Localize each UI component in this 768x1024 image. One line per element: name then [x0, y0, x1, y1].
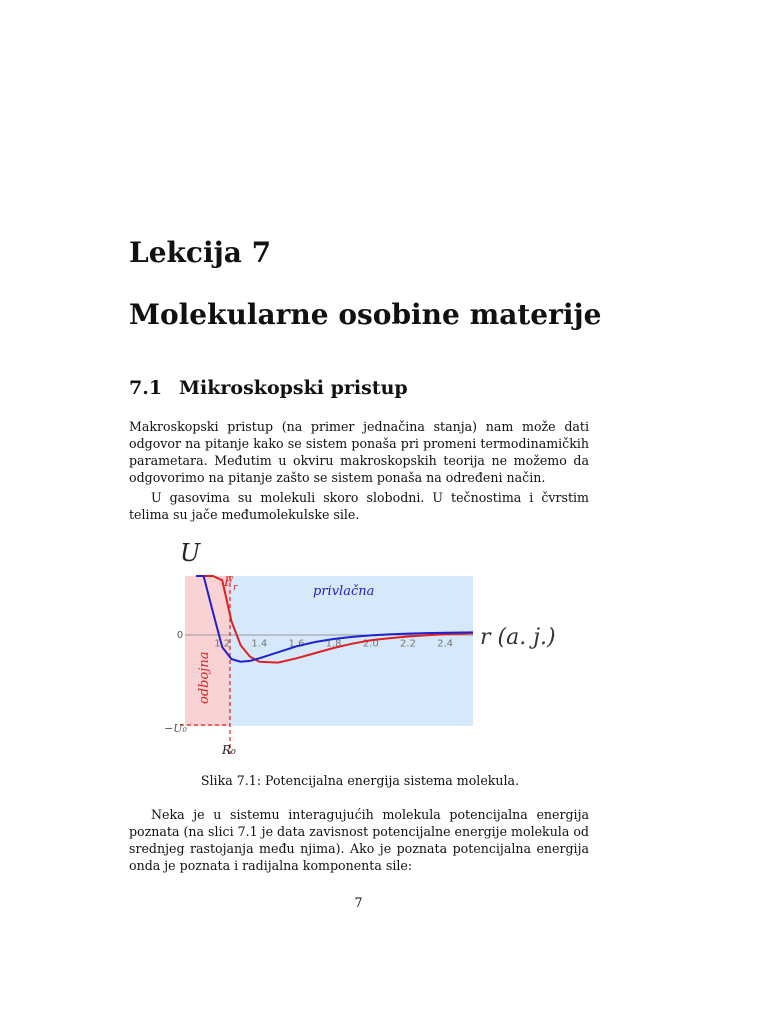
figure-caption: Slika 7.1: Potencijalna energija sistema molekula. — [200, 773, 520, 788]
lesson-title: Lekcija 7 — [129, 236, 272, 269]
force-label-main: F — [224, 575, 234, 590]
section-number: 7.1 — [129, 377, 163, 399]
x-tick-label: 2.2 — [400, 638, 416, 650]
minus-u0-label: −U₀ — [164, 722, 187, 735]
x-tick-label: 2.4 — [437, 638, 454, 650]
x-tick-label: 1.6 — [288, 638, 305, 650]
x-tick-label: 1.4 — [251, 638, 268, 650]
section-heading — [129, 377, 408, 399]
x-tick-label: 1.8 — [325, 638, 342, 650]
paragraph-1: Makroskopski pristup (na primer jednačina stanja) nam može dati odgovor na pitanje kako se sistem ponaša pri promeni termodinamičkih parametara. Međutim u okviru makroskopskih teorija ne možemo da odgovorimo na pitanje zašto se sistem ponaša na određeni način. — [129, 419, 589, 485]
force-label-subscript: r — [233, 583, 238, 593]
zero-label: 0 — [176, 630, 184, 641]
attractive-label: privlačna — [313, 584, 375, 599]
r0-label: R₀ — [222, 743, 236, 757]
x-tick-label: 2.0 — [362, 638, 379, 650]
chapter-title: Molekularne osobine materije — [129, 298, 602, 331]
y-axis-label: U — [180, 539, 201, 567]
paragraph-2: U gasovima su molekuli skoro slobodni. U tečnostima i čvrstim telima su jače međumolekulske sile. — [129, 490, 589, 522]
x-axis-label: r (a. j.) — [480, 625, 556, 650]
page-number: 7 — [354, 895, 363, 910]
paragraph-3: Neka je u sistemu interagujućih molekula potencijalna energija poznata (na slici 7.1 je data zavisnost potencijalne energije molekula od srednjeg rastojanja među njima). Ako je poznata potencijalna energija onda je poznata i radijalna komponenta sile: — [129, 807, 589, 873]
x-tick-label: 1.2 — [214, 638, 231, 650]
repulsive-label: odbojna — [197, 651, 212, 704]
section-title: Mikroskopski pristup — [179, 377, 408, 399]
potential-energy-figure — [160, 536, 560, 761]
